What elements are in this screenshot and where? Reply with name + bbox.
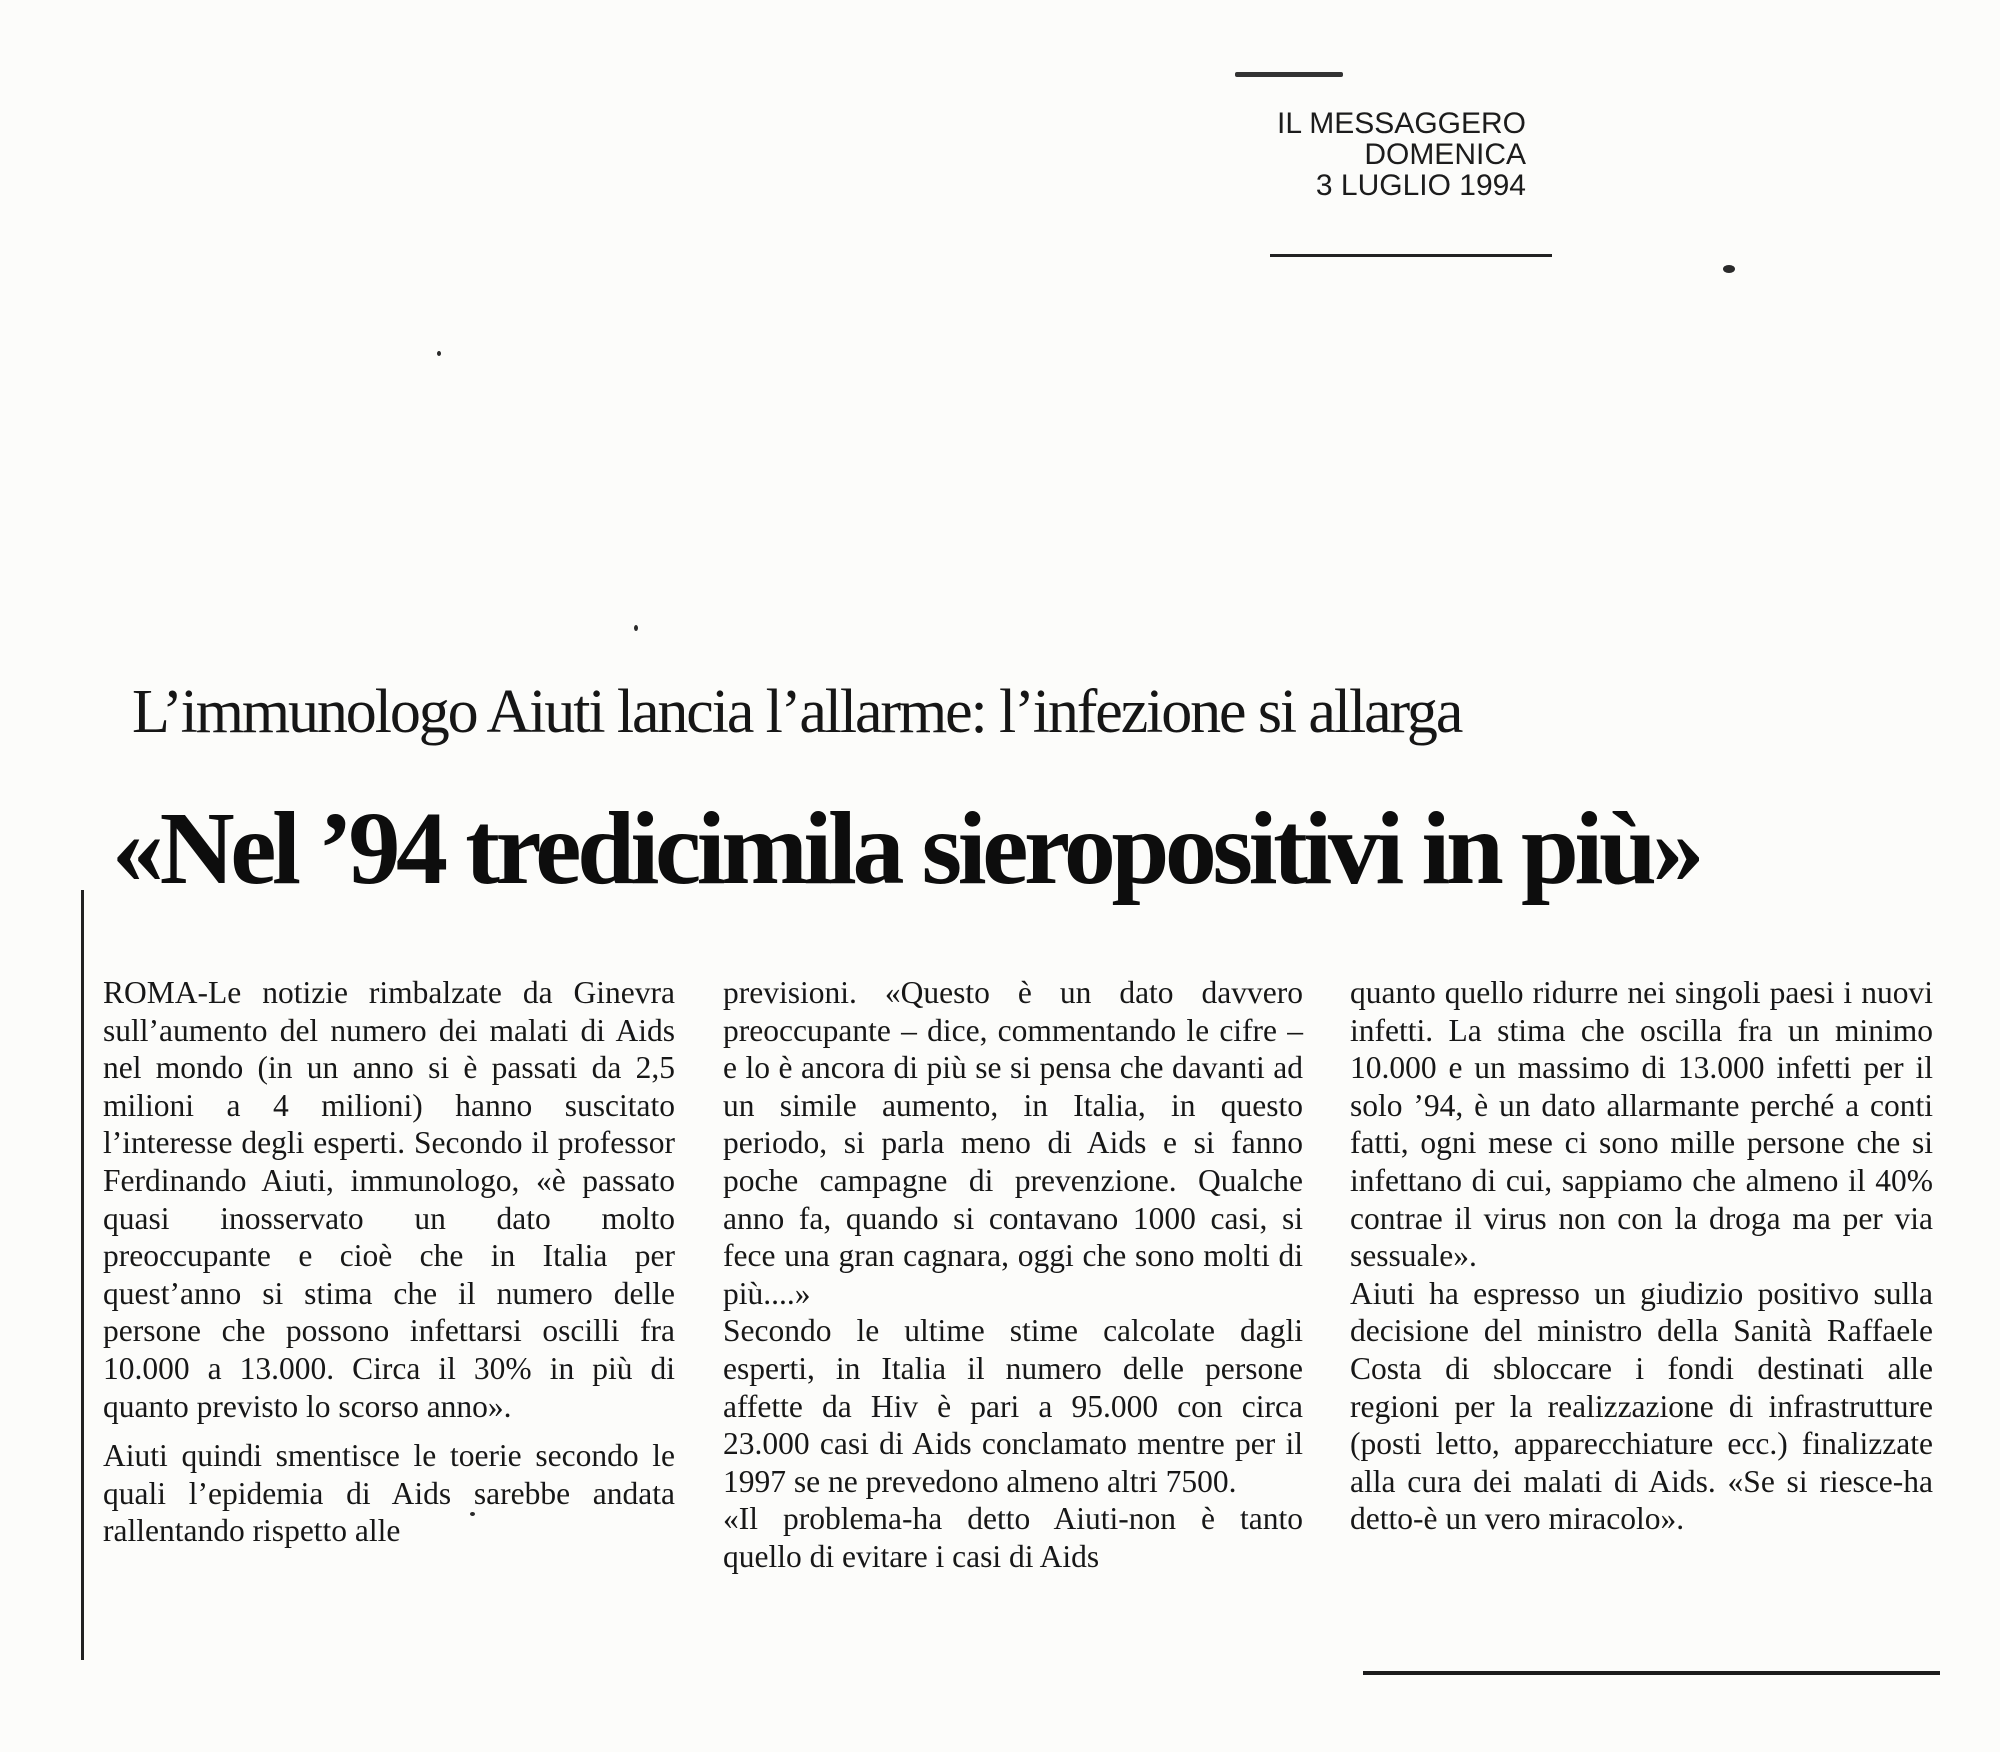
publication-day: DOMENICA bbox=[1364, 138, 1526, 171]
paragraph: ROMA-Le notizie rimbalzate da Ginevra sull’aumento del numero dei malati di Aids nel mondo (in un anno si è passati da 2,5 milioni a 4 milioni) hanno suscitato l’interesse degli esperti. Secondo il professor Ferdinando Aiuti, immunologo, «è passato quasi inosservato un dato molto preoccupante e cioè che in Italia per quest’anno si stima che il numero delle persone che possono infettarsi oscilli fra 10.000 a 13.000. Circa il 30% in più di quanto previsto lo scorso anno». bbox=[103, 975, 675, 1424]
paragraph: quanto quello ridurre nei singoli paesi i nuovi infetti. La stima che oscilla fra un minimo 10.000 e un massimo di 13.000 infetti per il solo ’94, è un dato allarmante perché a conti fatti, ogni mese ci sono mille persone che si infettano di cui, sappiamo che almeno il 40% contrae il virus non con la droga ma per via sessuale». bbox=[1350, 975, 1933, 1274]
scan-speck bbox=[437, 351, 441, 356]
publication-date: 3 LUGLIO 1994 bbox=[1315, 169, 1526, 202]
end-rule bbox=[1363, 1671, 1940, 1675]
paragraph: Secondo le ultime stime calcolate dagli esperti, in Italia il numero delle persone affette da Hiv è pari a 95.000 con circa 23.000 casi di Aids conclamato mentre per il 1997 se ne prevedono almeno altri 7500. bbox=[723, 1313, 1303, 1499]
paragraph: «Il problema-ha detto Aiuti-non è tanto quello di evitare i casi di Aids bbox=[723, 1501, 1303, 1574]
paragraph: Aiuti ha espresso un giudizio positivo sulla decisione del ministro della Sanità Raffaele Costa di sbloccare i fondi destinati alle regioni per la realizzazione di infrastrutture (posti letto, apparecchiature ecc.) finalizzate alla cura dei malati di Aids. «Se si riesce-ha detto-è un vero miracolo». bbox=[1350, 1275, 1933, 1537]
masthead bbox=[1230, 108, 1526, 201]
paragraph: Aiuti quindi smentisce le toerie secondo le quali l’epidemia di Aids sarebbe andata rallentando rispetto alle bbox=[103, 1438, 675, 1549]
scan-speck bbox=[1723, 265, 1735, 273]
article-column-3 bbox=[1350, 974, 1933, 1538]
article-column-1 bbox=[103, 974, 675, 1550]
scan-speck bbox=[634, 625, 638, 631]
column-rule bbox=[81, 890, 84, 1660]
masthead-mark bbox=[1235, 72, 1343, 77]
article-column-2 bbox=[723, 974, 1303, 1576]
main-headline: «Nel ’94 tredicimila sieropositivi in più» bbox=[112, 791, 1701, 906]
masthead-rule bbox=[1270, 254, 1552, 257]
paragraph: previsioni. «Questo è un dato davvero preoccupante – dice, commentando le cifre – e lo è ancora di più se si pensa che davanti ad un simile aumento, in Italia, in questo periodo, si parla meno di Aids e si fanno poche campagne di prevenzione. Qualche anno fa, quando si contavano 1000 casi, si fece una gran cagnara, oggi che sono molti di più....» bbox=[723, 975, 1303, 1311]
newspaper-name: IL MESSAGGERO bbox=[1277, 107, 1526, 140]
kicker-headline: L’immunologo Aiuti lancia l’allarme: l’infezione si allarga bbox=[132, 678, 1462, 746]
